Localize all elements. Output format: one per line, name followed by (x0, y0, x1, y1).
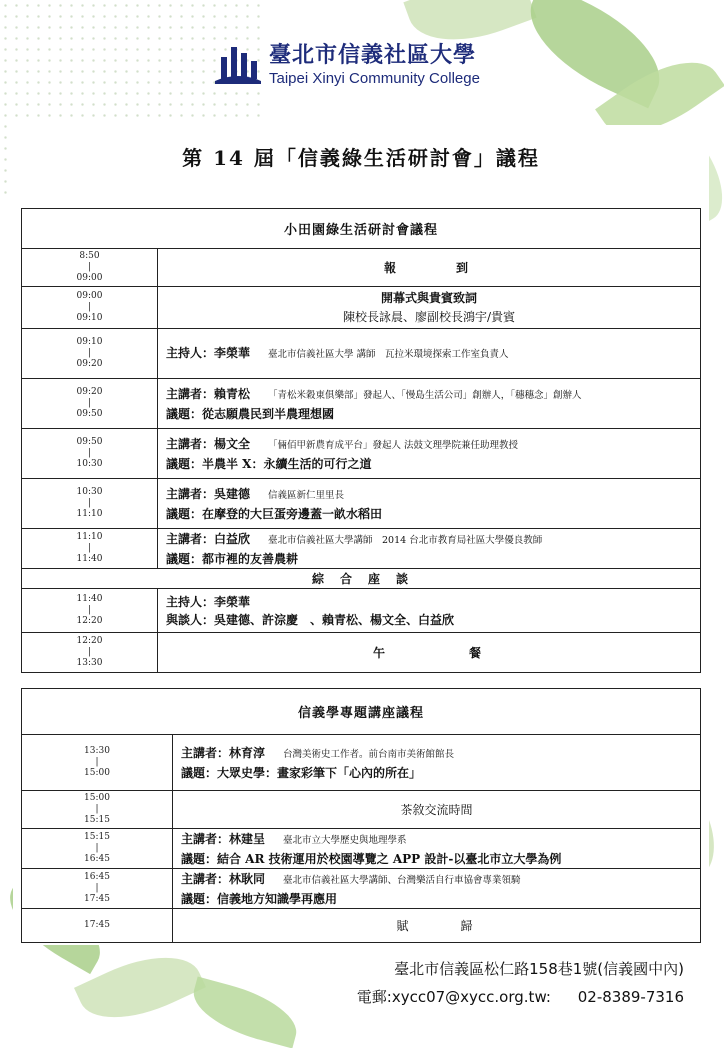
agenda-table-2 (21, 688, 701, 943)
table-row (22, 829, 701, 869)
email: 電郵:xycc07@xycc.org.tw: (356, 988, 551, 1006)
logo-icon (213, 41, 263, 85)
time-cell: 09:50 | 10:30 (22, 429, 158, 479)
agenda-item: 午 餐 (158, 633, 701, 673)
address: 臺北市信義區松仁路158巷1號(信義國中內) (394, 960, 684, 978)
table-row (22, 735, 701, 791)
agenda-item: 茶敘交流時間 (173, 791, 701, 829)
logo (213, 38, 480, 87)
phone: 02-8389-7316 (577, 988, 684, 1006)
time-cell: 09:10 | 09:20 (22, 329, 158, 379)
table-row (22, 379, 701, 429)
agenda-item: 主持人：李榮華 臺北市信義社區大學 講師 瓦拉米環境探索工作室負責人 (158, 329, 701, 379)
table-row (22, 287, 701, 329)
time-cell: 11:40 | 12:20 (22, 589, 158, 633)
time-cell: 10:30 | 11:10 (22, 479, 158, 529)
time-cell: 09:00 | 09:10 (22, 287, 158, 329)
time-cell: 16:45 | 17:45 (22, 869, 173, 909)
table-row (22, 633, 701, 673)
logo-chinese-name: 臺北市信義社區大學 (269, 43, 477, 68)
table-row (22, 589, 701, 633)
section-title: 信義學專題講座議程 (22, 689, 701, 735)
agenda-item: 主講者：吳建德 信義區新仁里里長 議題：在摩登的大巨蛋旁邊蓋一畝水稻田 (158, 479, 701, 529)
time-cell: 11:10 | 11:40 (22, 529, 158, 569)
table-row (22, 429, 701, 479)
agenda-item: 綜 合 座 談 (22, 569, 701, 589)
time-cell: 15:00 | 15:15 (22, 791, 173, 829)
section-title: 小田園綠生活研討會議程 (22, 209, 701, 249)
agenda-item: 開幕式與貴賓致詞 陳校長詠晨、廖副校長鴻宇/貴賓 (158, 287, 701, 329)
agenda-item: 主講者：白益欣 臺北市信義社區大學講師 2014 台北市教育局社區大學優良教師 議題：都市裡的友善農耕 (158, 529, 701, 569)
time-cell: 17:45 (22, 909, 173, 943)
logo-english-name: Taipei Xinyi Community College (269, 70, 480, 87)
time-cell: 15:15 | 16:45 (22, 829, 173, 869)
leaf-decoration (186, 977, 304, 1048)
table-row (22, 249, 701, 287)
time-cell: 12:20 | 13:30 (22, 633, 158, 673)
agenda-item: 主講者：林耿同 臺北市信義社區大學講師、台灣樂活自行車協會專業領騎 議題：信義地方知識學再應用 (173, 869, 701, 909)
agenda-paper (13, 125, 709, 945)
agenda-table-1 (21, 208, 701, 673)
table-row (22, 329, 701, 379)
time-cell: 13:30 | 15:00 (22, 735, 173, 791)
time-cell: 8:50 | 09:00 (22, 249, 158, 287)
header (0, 0, 724, 125)
table-row (22, 869, 701, 909)
table-row (22, 909, 701, 943)
agenda-item: 報 到 (158, 249, 701, 287)
table-row (22, 791, 701, 829)
footer (357, 955, 684, 1011)
time-cell: 09:20 | 09:50 (22, 379, 158, 429)
page-title: 第 14 屆「信義綠生活研討會」議程 (182, 146, 540, 170)
table-row (22, 479, 701, 529)
agenda-item: 主講者：楊文全 「倆佰甲新農育成平台」發起人 法鼓文理學院兼任助理教授 議題：半農半 X：永續生活的可行之道 (158, 429, 701, 479)
table-row (22, 569, 701, 589)
agenda-item: 主持人：李榮華 與談人：吳建德、許淙慶 、賴青松、楊文全、白益欣 (158, 589, 701, 633)
agenda-item: 賦 歸 (173, 909, 701, 943)
contact-line (357, 983, 684, 1011)
table-row (22, 529, 701, 569)
agenda-item: 主講者：賴青松 「青松米穀東俱樂部」發起人、「慢島生活公司」創辦人，「穗穗念」創辦人 議題：從志願農民到半農理想國 (158, 379, 701, 429)
agenda-item: 主講者：林育淳 台灣美術史工作者。前台南市美術館館長 議題：大眾史學：畫家彩筆下「心內的所在」 (173, 735, 701, 791)
agenda-item: 主講者：林建呈 臺北市立大學歷史與地理學系 議題：結合 AR 技術運用於校園導覽之 APP 設計-以臺北市立大學為例 (173, 829, 701, 869)
